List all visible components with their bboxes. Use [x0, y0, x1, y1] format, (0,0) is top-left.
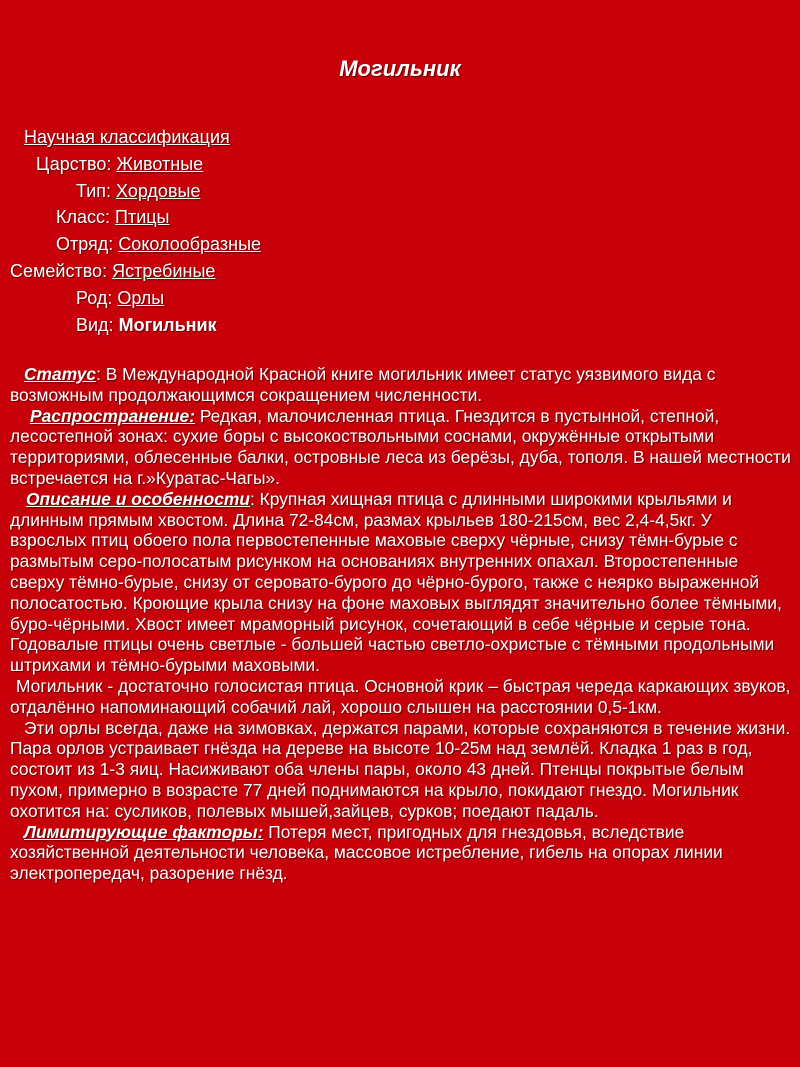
row-label: Царство: — [36, 153, 117, 174]
row-label: Вид: — [76, 314, 119, 335]
row-value-link[interactable]: Животные — [116, 153, 204, 174]
status-heading: Статус — [24, 364, 97, 384]
breeding-paragraph — [10, 718, 792, 822]
article-body — [10, 364, 792, 884]
page-title: Могильник — [339, 56, 461, 81]
classification-row — [10, 285, 261, 312]
row-label: Класс: — [56, 207, 116, 228]
limiting-paragraph — [10, 822, 792, 884]
classification-row — [10, 151, 261, 178]
range-heading: Распространение: — [30, 405, 196, 426]
range-paragraph — [10, 406, 792, 489]
row-value-link[interactable]: Соколообразные — [118, 234, 262, 255]
row-label: Семейство: — [10, 260, 113, 281]
classification-row — [10, 178, 261, 205]
description-heading: Описание и особенности — [26, 488, 250, 509]
voice-paragraph — [10, 676, 792, 718]
description-text: : Крупная хищная птица с длинными широкими крыльями и длинным прямым хвостом. Длина 72-84см, размах крыльев 180-215см, вес 2,4-4,5кг. У взрослых птиц обоего пола первостепенные маховые сверху чёрные, снизу тёмн-бурые с размытым серо-полосатым рисунком на основаниях внутренних опахал. Второстепенные сверху тёмно-бурые, снизу от серовато-бурого до чёрно-бурого, также с неярко выраженной полосатостью. Кроющие крыла снизу на фоне маховых выглядят значительно более тёмными, буро-чёрными. Хвост имеет мраморный рисунок, сочетающий в себе чёрные и серые тона. Годовалые птицы очень светлые - большей частью светло-охристые с тёмными продольными штрихами и тёмно-бурыми маховыми. — [10, 488, 782, 676]
classification-row — [10, 231, 261, 258]
limiting-text: Потеря мест, пригодных для гнездовья, вследствие хозяйственной деятельности человека, массовое истребление, гибель на опорах линии электропередач, разорение гнёзд. — [10, 821, 723, 884]
row-value-link[interactable]: Птицы — [115, 207, 170, 228]
classification-block — [10, 124, 261, 338]
status-paragraph — [10, 364, 792, 406]
limiting-heading: Лимитирующие факторы: — [24, 821, 264, 842]
row-label: Тип: — [76, 180, 117, 201]
classification-heading: Научная классификация — [24, 127, 230, 147]
row-value-link[interactable]: Ястребиные — [112, 260, 216, 281]
row-label: Род: — [76, 287, 118, 308]
voice-text: Могильник - достаточно голосистая птица. Основной крик – быстрая череда каркающих звуков, отдалённо напоминающий собачий лай, хорошо слышен на расстоянии 0,5-1км. — [10, 675, 791, 717]
range-text: Редкая, малочисленная птица. Гнездится в пустынной, степной, лесостепной зонах: сухие боры с высокоствольными соснами, окружённые открытыми территориями, облесенные балки, островные леса из берёзы, дуба, тополя. В нашей местности встречается на г.»Куратас-Чагы». — [10, 405, 791, 488]
status-text: : В Международной Красной книге могильник имеет статус уязвимого вида с возможным продолжающимся сокращением численности. — [10, 364, 716, 405]
row-value-link[interactable]: Хордовые — [116, 180, 201, 201]
breeding-text: Эти орлы всегда, даже на зимовках, держатся парами, которые сохраняются в течение жизни. Пара орлов устраивает гнёзда на дереве на высоте 10-25м над землёй. Кладка 1 раз в год, состоит из 1-3 яиц. Насиживают оба члены пары, около 43 дней. Птенцы покрытые белым пухом, примерно в возрасте 77 дней поднимаются на крыло, покидают гнездо. Могильник охотится на: сусликов, полевых мышей,зайцев, сурков; поедают падаль. — [10, 717, 791, 821]
classification-row — [10, 258, 261, 285]
description-paragraph — [10, 489, 792, 676]
classification-row — [10, 312, 261, 339]
row-value: Могильник — [118, 314, 217, 335]
classification-row — [10, 204, 261, 231]
row-value-link[interactable]: Орлы — [117, 287, 165, 308]
row-label: Отряд: — [56, 234, 119, 255]
